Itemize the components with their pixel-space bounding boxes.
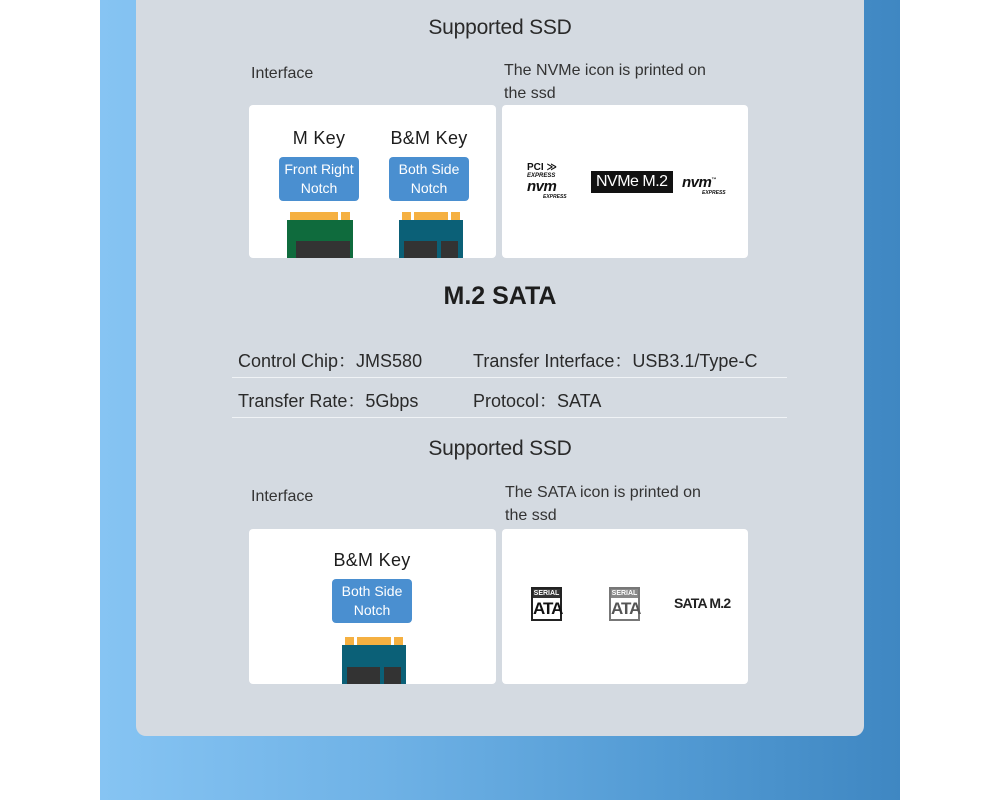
serial-label: SERIAL [611, 590, 638, 597]
trademark-symbol: ™ [711, 177, 716, 183]
spec-row [232, 338, 787, 378]
bm-key-column [389, 125, 469, 201]
ata-label: ATA [611, 599, 641, 618]
front-right-notch-badge [279, 157, 359, 201]
nvme-interface-label: Interface [251, 65, 314, 82]
badge-line2: Notch [300, 180, 338, 196]
sata-bm-key-column [332, 547, 412, 623]
spec-transfer-rate: Transfer Rate：5Gbps [238, 391, 419, 411]
bm-key-ssd-graphic [399, 212, 463, 258]
sata-supported-ssd-title: Supported SSD [428, 437, 572, 460]
bm-key-title: B&M Key [390, 128, 468, 148]
m2-sata-heading: M.2 SATA [443, 282, 557, 310]
sata-icon-label-line1: The SATA icon is printed on [505, 484, 701, 501]
nvme-m2-logo: NVMe M.2 [591, 171, 673, 193]
sata-interface-card [249, 529, 496, 684]
ssd-chip [404, 241, 437, 258]
sata-both-side-notch-badge [332, 579, 412, 623]
m-key-ssd-graphic [287, 212, 353, 258]
pci-label: PCI [527, 162, 544, 173]
nvme-interface-card [249, 105, 496, 258]
ssd-chip [296, 241, 350, 258]
both-side-notch-badge [389, 157, 469, 201]
sata-interface-label: Interface [251, 488, 314, 505]
ata-label: ATA [533, 599, 563, 618]
ssd-chip-small [441, 241, 458, 258]
nvm-express-label: EXPRESS [702, 190, 726, 196]
nvme-supported-ssd-title: Supported SSD [428, 16, 572, 39]
pci-express-nvm-logo [527, 163, 567, 200]
sata-bm-key-title: B&M Key [333, 550, 411, 570]
ssd-chip [347, 667, 380, 684]
spec-control-chip: Control Chip：JMS580 [238, 351, 423, 371]
pci-nvm-label: nvm [527, 178, 557, 195]
serial-ata-logo [531, 587, 562, 621]
ssd-chip-small [384, 667, 401, 684]
nvme-logo-card [502, 105, 748, 258]
pci-text: PCI ≫ [527, 162, 557, 173]
badge-line1: Front Right [284, 161, 354, 177]
m-key-column [279, 125, 359, 201]
nvme-icon-label-line1: The NVMe icon is printed on [504, 62, 706, 79]
serial-label: SERIAL [533, 590, 560, 597]
m-key-title: M Key [292, 128, 346, 148]
pci-express-label: EXPRESS [527, 173, 556, 179]
serial-ata-logo-grey [609, 587, 640, 621]
sata-icon-label-line2: the ssd [505, 507, 557, 524]
badge-line1: Both Side [341, 583, 403, 599]
spec-row [232, 378, 787, 418]
nvme-icon-label [504, 59, 706, 105]
nvm-express-logo [682, 173, 726, 196]
specs-table [232, 338, 787, 418]
nvm-label [682, 173, 726, 190]
sata-bm-key-ssd-graphic [342, 637, 406, 684]
nvme-icon-label-line2: the ssd [504, 85, 556, 102]
pci-nvm-express-label: EXPRESS [543, 194, 567, 200]
sata-logo-card [502, 529, 748, 684]
spec-transfer-interface: Transfer Interface：USB3.1/Type-C [473, 351, 758, 371]
badge-line2: Notch [410, 180, 448, 196]
badge-line2: Notch [353, 602, 391, 618]
sata-icon-label [505, 481, 701, 527]
sata-m2-logo: SATA M.2 [674, 595, 731, 611]
nvm-text: nvm [682, 174, 712, 191]
badge-line1: Both Side [398, 161, 460, 177]
spec-protocol: Protocol：SATA [473, 391, 602, 411]
